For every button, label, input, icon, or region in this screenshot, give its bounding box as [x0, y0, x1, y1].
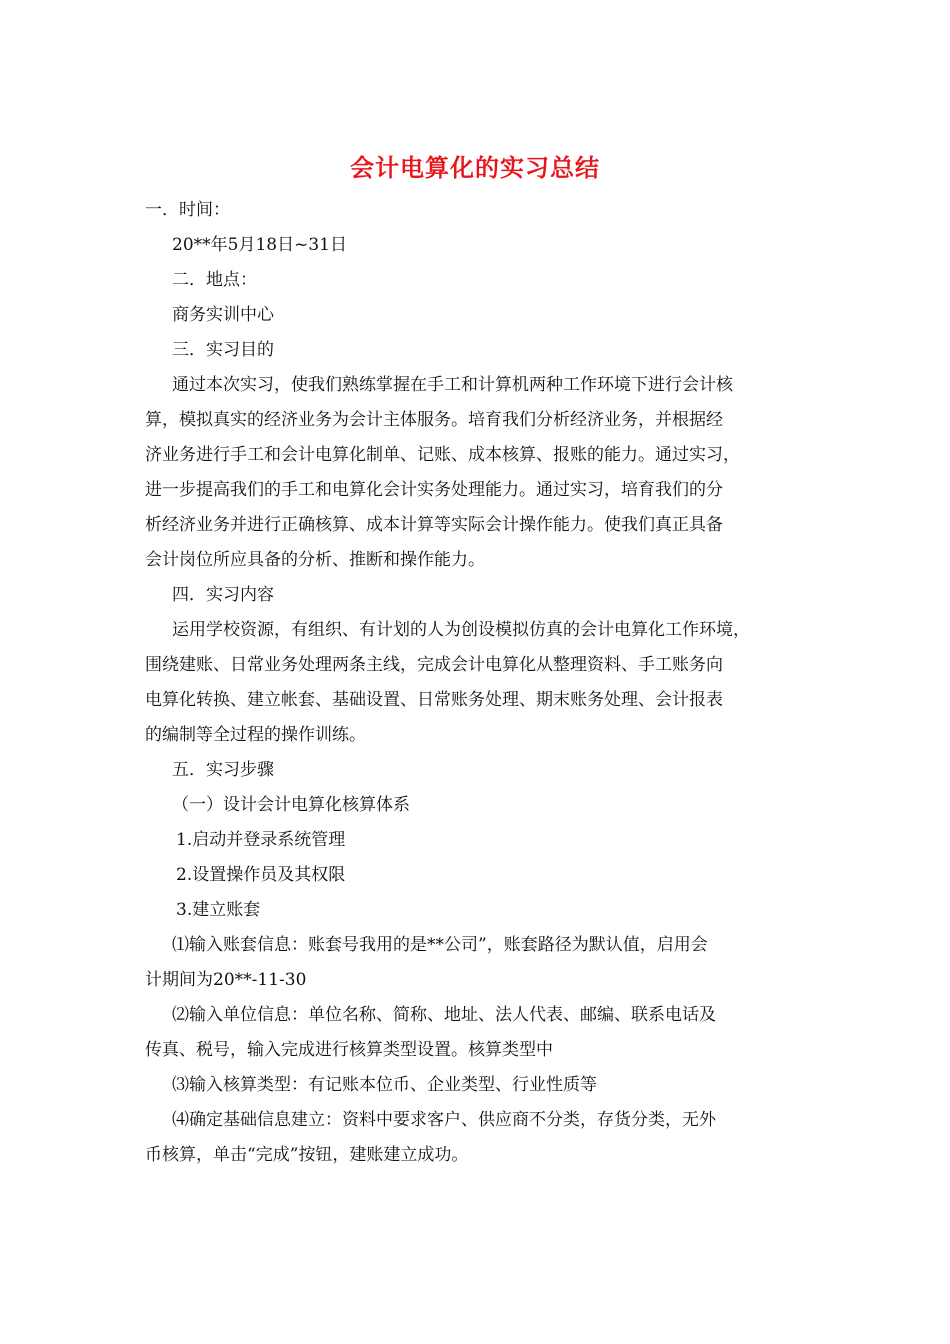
- paragraph-line: 进一步提高我们的手工和电算化会计实务处理能力。通过实习，培育我们的分: [145, 480, 723, 500]
- list-item: 3.建立账套: [176, 900, 261, 920]
- paragraph-line: 20**年5月18日~31日: [172, 235, 347, 255]
- paragraph-line: 计期间为20**-11-30: [145, 970, 307, 990]
- paragraph-line: 析经济业务并进行正确核算、成本计算等实际会计操作能力。使我们真正具备: [145, 515, 723, 535]
- paragraph-line: 电算化转换、建立帐套、基础设置、日常账务处理、期末账务处理、会计报表: [145, 690, 723, 710]
- section-heading-purpose: 三．实习目的: [172, 340, 274, 360]
- paragraph-line: 商务实训中心: [172, 305, 274, 325]
- list-item: ⑷确定基础信息建立：资料中要求客户、供应商不分类，存货分类，无外: [172, 1110, 716, 1130]
- paragraph-line: 传真、税号，输入完成进行核算类型设置。核算类型中: [145, 1040, 553, 1060]
- subheading-line: （一）设计会计电算化核算体系: [172, 795, 410, 815]
- paragraph-line: 围绕建账、日常业务处理两条主线，完成会计电算化从整理资料、手工账务向: [145, 655, 723, 675]
- paragraph-line: 算，模拟真实的经济业务为会计主体服务。培育我们分析经济业务，并根据经: [145, 410, 723, 430]
- list-item: ⑵输入单位信息：单位名称、简称、地址、法人代表、邮编、联系电话及: [172, 1005, 716, 1025]
- list-item: ⑶输入核算类型：有记账本位币、企业类型、行业性质等: [172, 1075, 597, 1095]
- section-heading-content: 四．实习内容: [172, 585, 274, 605]
- paragraph-line: 运用学校资源，有组织、有计划的人为创设模拟仿真的会计电算化工作环境，: [172, 620, 750, 640]
- paragraph-line: 会计岗位所应具备的分析、推断和操作能力。: [145, 550, 485, 570]
- paragraph-line: 币核算，单击“完成”按钮，建账建立成功。: [145, 1145, 469, 1165]
- list-item: 1.启动并登录系统管理: [176, 830, 346, 850]
- section-heading-steps: 五．实习步骤: [172, 760, 274, 780]
- paragraph-line: 的编制等全过程的操作训练。: [145, 725, 366, 745]
- paragraph-line: 济业务进行手工和会计电算化制单、记账、成本核算、报账的能力。通过实习，: [145, 445, 740, 465]
- section-heading-time: 一．时间：: [145, 200, 230, 220]
- document-title: 会计电算化的实习总结: [350, 153, 600, 182]
- list-item: ⑴输入账套信息：账套号我用的是**公司”，账套路径为默认值，启用会: [172, 935, 708, 955]
- paragraph-line: 通过本次实习，使我们熟练掌握在手工和计算机两种工作环境下进行会计核: [172, 375, 733, 395]
- list-item: 2.设置操作员及其权限: [176, 865, 346, 885]
- section-heading-location: 二．地点：: [172, 270, 257, 290]
